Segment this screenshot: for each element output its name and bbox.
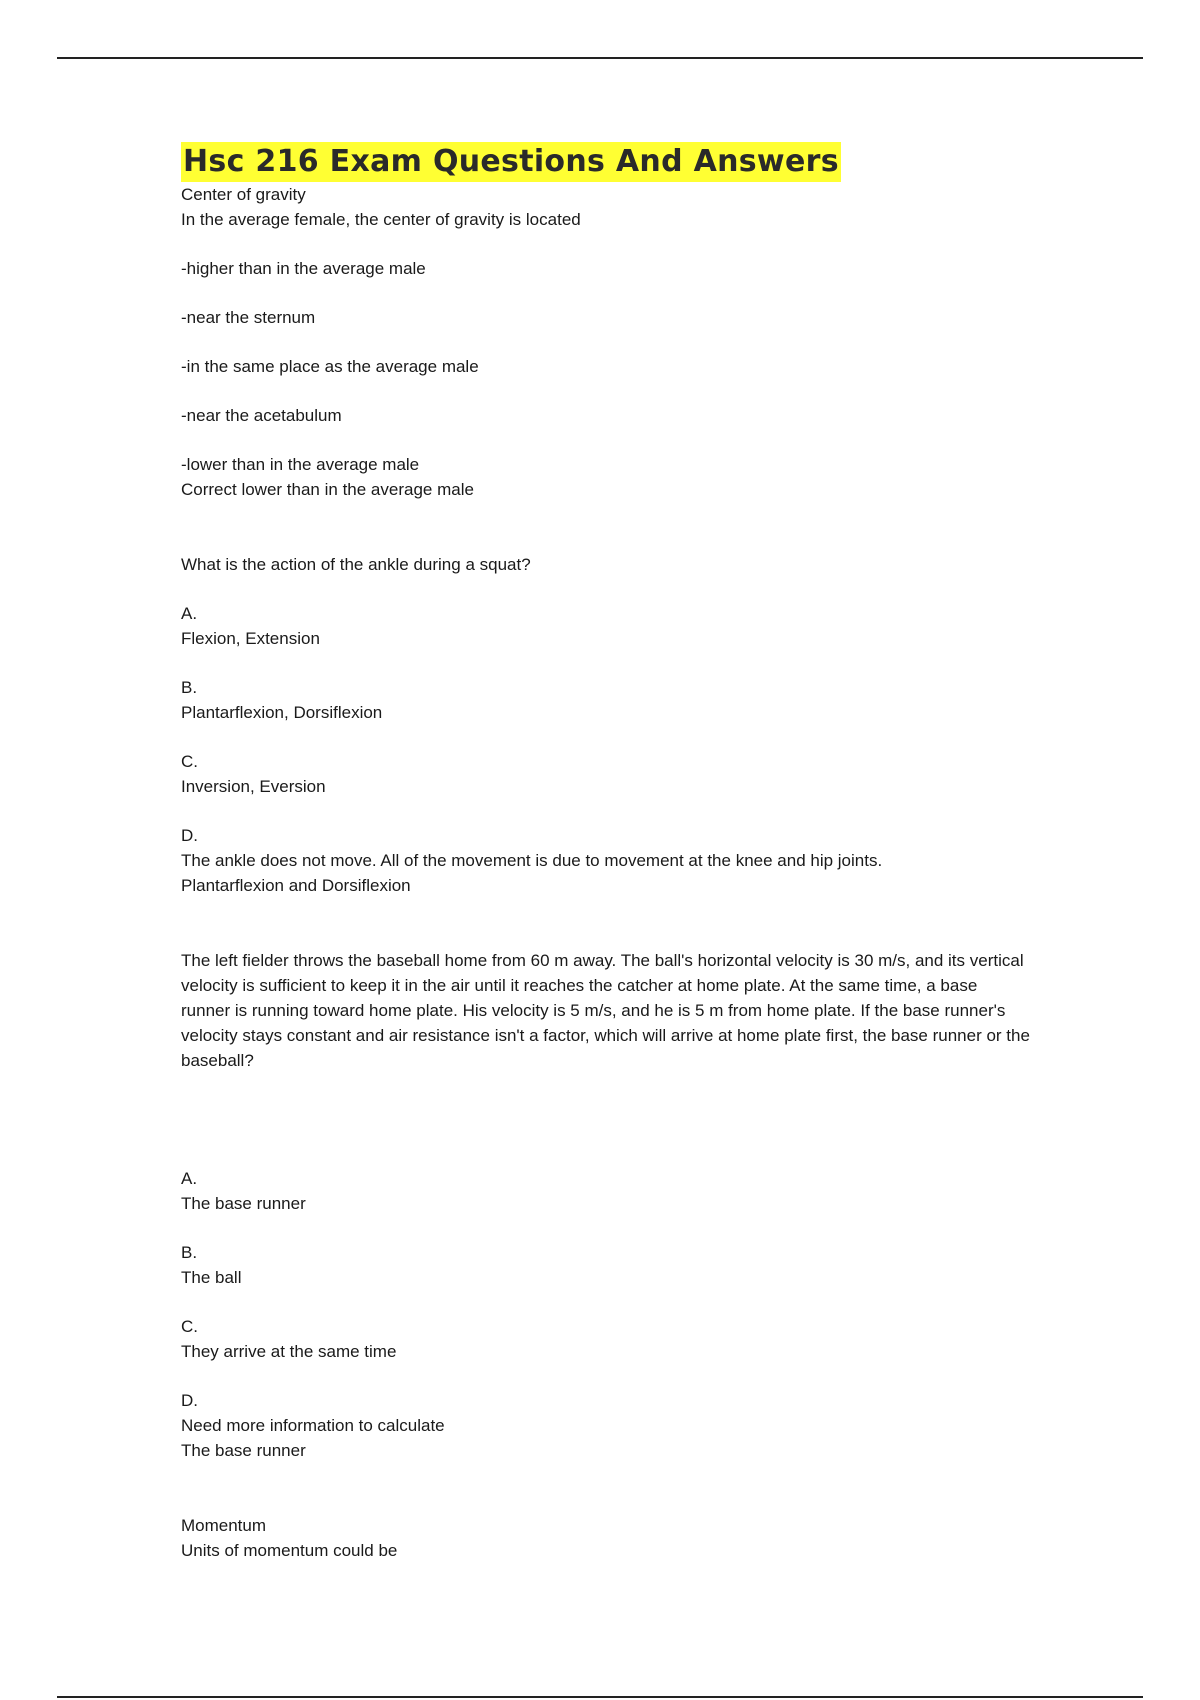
option-text: Inversion, Eversion <box>181 777 326 796</box>
answer-option: -lower than in the average male <box>181 455 420 474</box>
option-letter: A. <box>181 1169 198 1188</box>
question-2 <box>181 552 1031 898</box>
correct-answer: Plantarflexion and Dorsiflexion <box>181 876 411 895</box>
option-text: The ankle does not move. All of the movement is due to movement at the knee and hip joints. <box>181 851 883 870</box>
option-letter: C. <box>181 1317 198 1336</box>
option-letter: C. <box>181 752 198 771</box>
correct-answer: Correct lower than in the average male <box>181 480 474 499</box>
top-rule <box>57 57 1143 59</box>
answer-option: -higher than in the average male <box>181 259 426 278</box>
answer-option: -in the same place as the average male <box>181 357 479 376</box>
document-body <box>181 142 1031 1563</box>
option-letter: A. <box>181 604 198 623</box>
option-letter: D. <box>181 826 198 845</box>
option-letter: B. <box>181 678 198 697</box>
option-text: They arrive at the same time <box>181 1342 397 1361</box>
question-4 <box>181 1513 1031 1563</box>
question-text: Units of momentum could be <box>181 1541 398 1560</box>
option-text: The base runner <box>181 1194 306 1213</box>
question-text: The left fielder throws the baseball home from 60 m away. The ball's horizontal velocity is 30 m/s, and its vertical velocity is sufficient to keep it in the air until it reaches the catcher at home plate. At the same time, a base runner is running toward home plate. His velocity is 5 m/s, and he is 5 m from home plate. If the base runner's velocity stays constant and air resistance isn't a factor, which will arrive at home plate first, the base runner or the baseball? <box>181 951 1030 1070</box>
question-topic: Center of gravity <box>181 185 306 204</box>
option-text: Flexion, Extension <box>181 629 320 648</box>
answer-option: -near the acetabulum <box>181 406 342 425</box>
option-letter: D. <box>181 1391 198 1410</box>
question-topic: Momentum <box>181 1516 267 1535</box>
page-title: Hsc 216 Exam Questions And Answers <box>181 142 841 182</box>
correct-answer: The base runner <box>181 1441 306 1460</box>
question-text: In the average female, the center of gravity is located <box>181 210 581 229</box>
question-3 <box>181 948 1031 1463</box>
option-text: The ball <box>181 1268 242 1287</box>
option-text: Plantarflexion, Dorsiflexion <box>181 703 383 722</box>
option-letter: B. <box>181 1243 198 1262</box>
answer-option: -near the sternum <box>181 308 316 327</box>
question-text: What is the action of the ankle during a squat? <box>181 555 531 574</box>
option-text: Need more information to calculate <box>181 1416 445 1435</box>
bottom-rule <box>57 1696 1143 1698</box>
question-1 <box>181 182 1031 502</box>
